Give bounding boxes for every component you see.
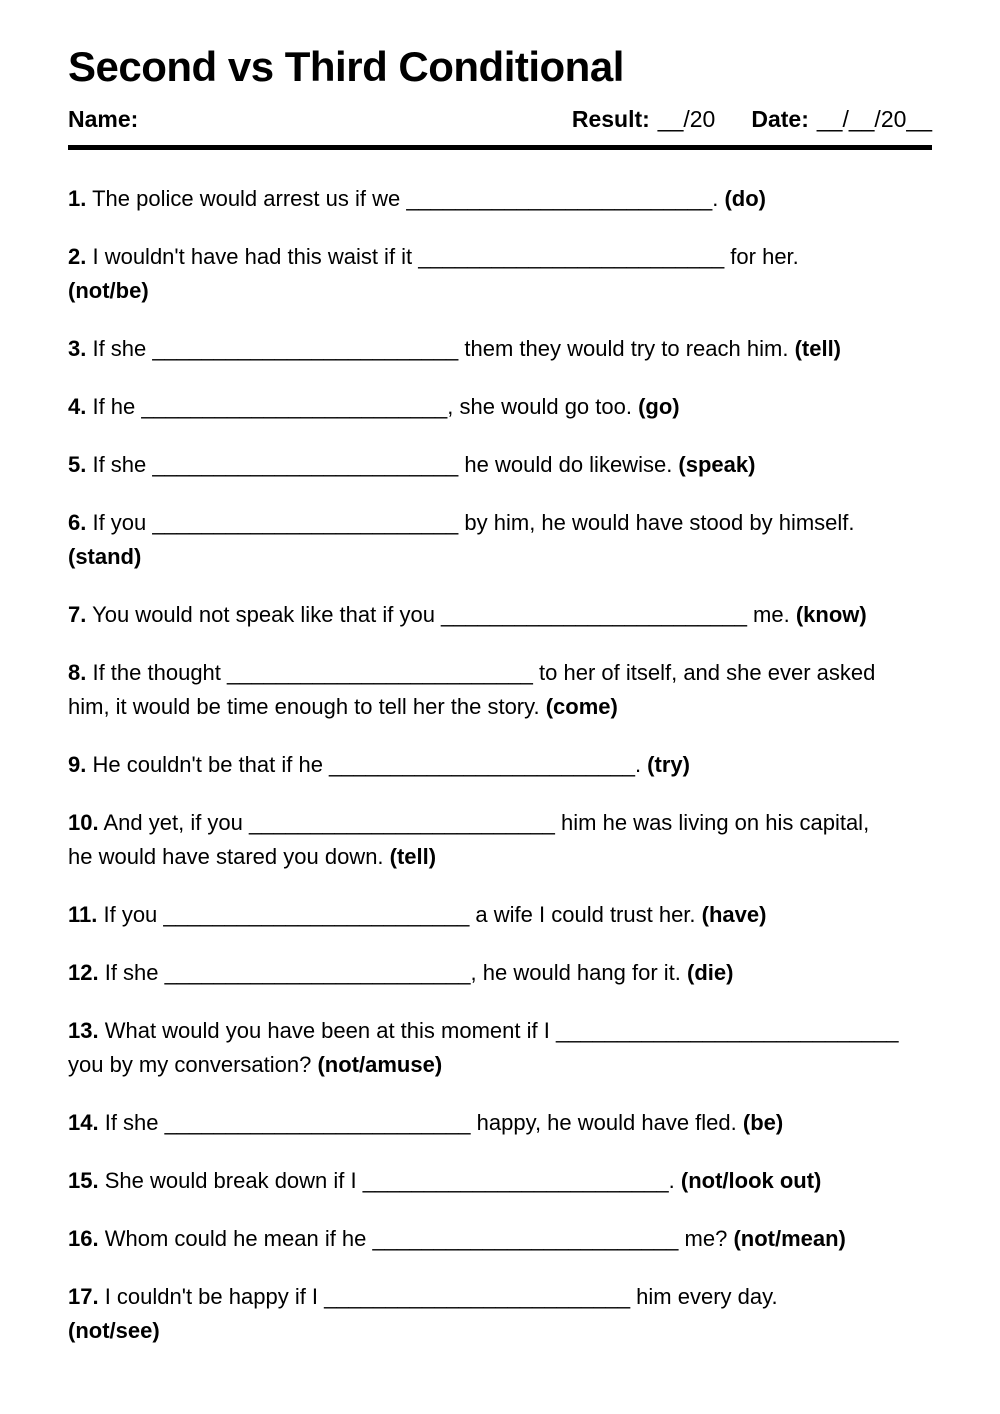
item-number: 14. <box>68 1110 99 1136</box>
answer-blank: _________________________ <box>418 244 725 270</box>
item-text: he would have stared you down. <box>68 844 390 870</box>
verb-hint: (have) <box>701 902 767 928</box>
exercise-item <box>68 956 932 990</box>
verb-hint: (not/mean) <box>733 1226 846 1252</box>
item-text: If you <box>86 510 153 536</box>
item-text: If she <box>86 452 153 478</box>
item-number: 9. <box>68 752 87 778</box>
answer-blank: _________________________ <box>164 1110 471 1136</box>
item-text: What would you have been at this moment if I <box>98 1018 556 1044</box>
verb-hint: (do) <box>724 186 766 212</box>
verb-hint: (know) <box>795 602 867 628</box>
answer-blank: _________________________ <box>152 452 459 478</box>
answer-blank: _________________________ <box>141 394 448 420</box>
exercise-item <box>68 240 932 308</box>
result-value: __/20 <box>657 106 716 133</box>
exercise-item <box>68 1164 932 1198</box>
item-text: And yet, if you <box>98 810 250 836</box>
exercise-item <box>68 898 932 932</box>
item-text: . <box>668 1168 681 1194</box>
item-text: If he <box>86 394 142 420</box>
exercise-item <box>68 332 932 366</box>
verb-hint: (not/look out) <box>680 1168 822 1194</box>
answer-blank: _________________________ <box>362 1168 669 1194</box>
item-text: him every day. <box>630 1284 778 1310</box>
verb-hint: (stand) <box>68 544 142 570</box>
answer-blank: _________________________ <box>406 186 713 212</box>
item-number: 6. <box>68 510 87 536</box>
item-text: , he would hang for it. <box>470 960 687 986</box>
date-field <box>751 106 932 133</box>
item-number: 13. <box>68 1018 99 1044</box>
answer-blank: _________________________ <box>164 960 471 986</box>
verb-hint: (not/be) <box>68 278 149 304</box>
item-text: You would not speak like that if you <box>86 602 442 628</box>
verb-hint: (speak) <box>678 452 756 478</box>
answer-blank: _________________________ <box>152 510 459 536</box>
item-text: . <box>634 752 648 778</box>
item-text: I wouldn't have had this waist if it <box>86 244 419 270</box>
exercise-item <box>68 1222 932 1256</box>
item-text: for her. <box>724 244 799 270</box>
answer-blank: _________________________ <box>163 902 470 928</box>
item-number: 3. <box>68 336 87 362</box>
exercise-list <box>68 182 932 1348</box>
exercise-item <box>68 448 932 482</box>
answer-blank: _________________________ <box>324 1284 631 1310</box>
item-number: 16. <box>68 1226 99 1252</box>
name-label: Name: <box>68 106 139 133</box>
date-value: __/__/20__ <box>816 106 932 133</box>
answer-blank: _________________________ <box>152 336 459 362</box>
exercise-item <box>68 182 932 216</box>
item-number: 4. <box>68 394 87 420</box>
worksheet-title: Second vs Third Conditional <box>68 43 624 90</box>
item-text: Whom could he mean if he <box>98 1226 373 1252</box>
item-text: If she <box>86 336 153 362</box>
item-text: I couldn't be happy if I <box>98 1284 325 1310</box>
item-number: 12. <box>68 960 99 986</box>
exercise-item <box>68 598 932 632</box>
verb-hint: (go) <box>638 394 680 420</box>
exercise-item <box>68 806 932 874</box>
verb-hint: (tell) <box>794 336 842 362</box>
answer-blank: _________________________ <box>249 810 555 836</box>
result-label: Result: <box>571 106 650 133</box>
exercise-item <box>68 1280 932 1348</box>
answer-blank: _________________________ <box>329 752 635 778</box>
item-number: 5. <box>68 452 87 478</box>
item-text: If she <box>98 960 165 986</box>
item-text: If you <box>97 902 164 928</box>
item-text: If she <box>98 1110 165 1136</box>
item-text: , she would go too. <box>447 394 639 420</box>
item-number: 7. <box>68 602 87 628</box>
item-text: If the thought <box>86 660 228 686</box>
exercise-item <box>68 656 932 724</box>
exercise-item <box>68 748 932 782</box>
date-label: Date: <box>751 106 809 133</box>
verb-hint: (die) <box>687 960 734 986</box>
item-text: a wife I could trust her. <box>469 902 702 928</box>
exercise-item <box>68 1106 932 1140</box>
item-text: He couldn't be that if he <box>86 752 330 778</box>
item-number: 8. <box>68 660 87 686</box>
meta-right <box>572 106 932 133</box>
exercise-item <box>68 1014 932 1082</box>
item-text: them they would try to reach him. <box>458 336 795 362</box>
item-number: 10. <box>68 810 99 836</box>
verb-hint: (not/see) <box>68 1318 160 1344</box>
answer-blank: _________________________ <box>441 602 747 628</box>
answer-blank: ____________________________ <box>555 1018 899 1044</box>
item-text: happy, he would have fled. <box>470 1110 743 1136</box>
item-number: 1. <box>68 186 87 212</box>
item-text: to her of itself, and she ever asked <box>532 660 876 686</box>
result-field <box>572 106 716 133</box>
verb-hint: (be) <box>742 1110 784 1136</box>
item-text: me. <box>746 602 796 628</box>
item-number: 15. <box>68 1168 99 1194</box>
worksheet-header <box>68 44 932 150</box>
verb-hint: (not/amuse) <box>317 1052 443 1078</box>
item-text: . <box>712 186 725 212</box>
answer-blank: _________________________ <box>372 1226 679 1252</box>
exercise-item <box>68 506 932 574</box>
item-number: 2. <box>68 244 87 270</box>
answer-blank: _________________________ <box>227 660 533 686</box>
meta-row <box>68 106 932 150</box>
item-text: She would break down if I <box>98 1168 363 1194</box>
item-text: me? <box>678 1226 734 1252</box>
verb-hint: (try) <box>647 752 690 778</box>
verb-hint: (tell) <box>389 844 437 870</box>
item-text: by him, he would have stood by himself. <box>458 510 855 536</box>
exercise-item <box>68 390 932 424</box>
item-text: he would do likewise. <box>458 452 679 478</box>
item-text: you by my conversation? <box>68 1052 318 1078</box>
item-text: him, it would be time enough to tell her the story. <box>68 694 546 720</box>
item-text: him he was living on his capital, <box>554 810 870 836</box>
verb-hint: (come) <box>545 694 618 720</box>
item-text: The police would arrest us if we <box>86 186 407 212</box>
item-number: 17. <box>68 1284 99 1310</box>
item-number: 11. <box>68 902 98 928</box>
